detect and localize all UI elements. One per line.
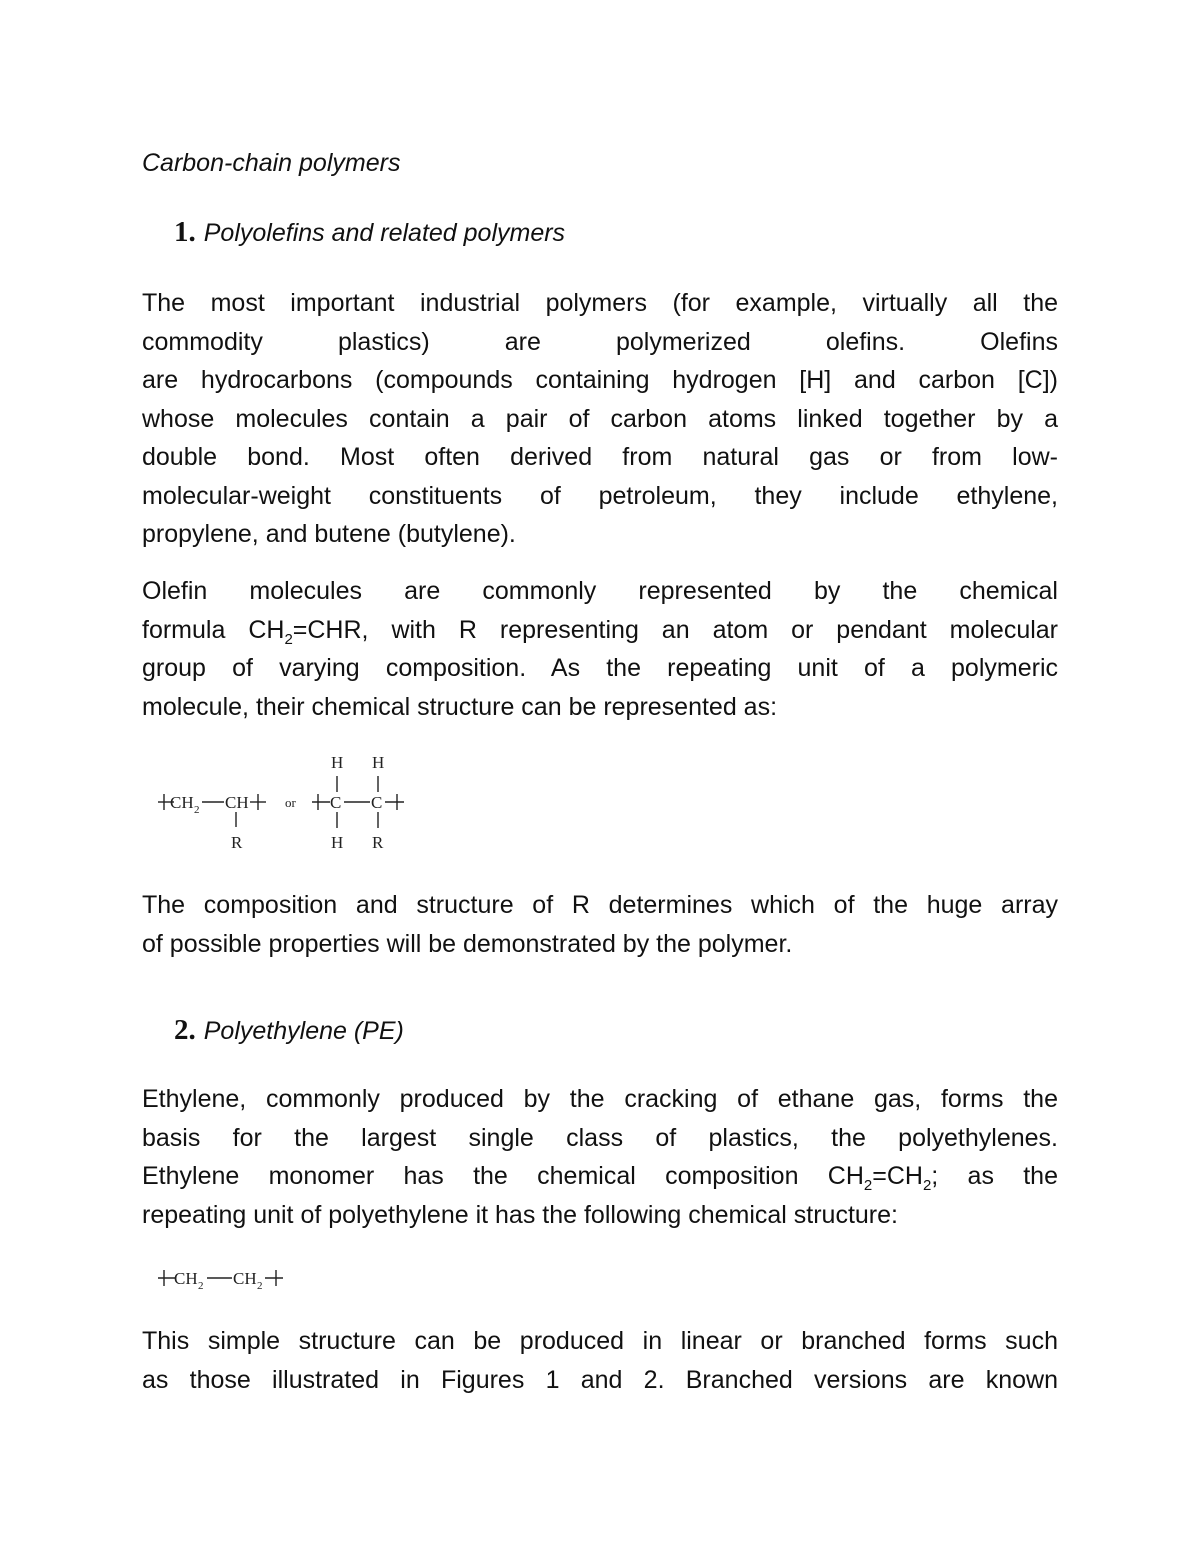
subscript: 2 (922, 1177, 932, 1194)
text-line: of possible properties will be demonstrated by the polymer. (142, 929, 793, 958)
text-fragment: ; as the (931, 1162, 1058, 1190)
formula-text: CH (174, 1269, 198, 1288)
formula-text: CH (170, 793, 194, 812)
section-title: Polyethylene (PE) (203, 1017, 404, 1045)
formula-text: H (331, 833, 344, 852)
text-line: The composition and structure of R determines which of the huge array (142, 891, 1058, 919)
text-fragment: Ethylene monomer has the chemical composition CH (142, 1162, 864, 1190)
text-fragment: Olefins (980, 327, 1058, 356)
paragraph-olefins-intro (142, 284, 1058, 554)
formula-subscript: 2 (257, 1280, 263, 1292)
text-line: molecule, their chemical structure can be represented as: (142, 692, 778, 721)
text-fragment: =CHR, with R representing an atom or pendant molecular (292, 615, 1059, 644)
text-fragment: are (504, 327, 541, 356)
formula-text: CH (233, 1269, 257, 1288)
structural-formula-diagram (152, 752, 442, 862)
text-line (142, 611, 1058, 650)
text-line: Olefin molecules are commonly represented by the chemical (142, 577, 1058, 605)
text-line (142, 1157, 1058, 1196)
text-line: This simple structure can be produced in linear or branched forms such (142, 1327, 1058, 1355)
text-line: repeating unit of polyethylene it has the following chemical structure: (142, 1200, 898, 1229)
paragraph-r-composition (142, 886, 1058, 963)
formula-text: or (285, 795, 296, 810)
formula-text: C (330, 793, 342, 812)
text-line (142, 323, 1058, 362)
formula-subscript: 2 (198, 1280, 204, 1292)
text-line: group of varying composition. As the repeating unit of a polymeric (142, 654, 1058, 682)
text-line: whose molecules contain a pair of carbon atoms linked together by a (142, 404, 1058, 433)
text-fragment: formula CH (142, 615, 285, 644)
text-fragment: plastics) (337, 327, 430, 356)
text-fragment: polymerized olefins. (615, 327, 906, 356)
formula-text: R (372, 833, 384, 852)
formula-text: H (372, 753, 385, 772)
text-fragment: =CH (872, 1162, 923, 1190)
section-title: Polyolefins and related polymers (203, 219, 566, 247)
section-heading-2 (174, 1012, 404, 1049)
formula-text: R (231, 833, 243, 852)
formula-text: H (331, 753, 344, 772)
subscript: 2 (863, 1177, 873, 1194)
polyethylene-repeat-unit-structure (152, 1258, 322, 1303)
formula-text: C (371, 793, 383, 812)
paragraph-linear-branched (142, 1322, 1058, 1399)
section-number: 1. (174, 216, 196, 248)
text-fragment: commodity (142, 327, 263, 356)
text-line: The most important industrial polymers (for example, virtually all the (142, 289, 1058, 317)
text-line: propylene, and butene (butylene). (142, 520, 516, 548)
text-line: Ethylene, commonly produced by the cracking of ethane gas, forms the (142, 1085, 1058, 1113)
text-line: as those illustrated in Figures 1 and 2. Branched versions are known (142, 1365, 1058, 1394)
section-heading-1 (174, 214, 565, 251)
document-title: Carbon-chain polymers (142, 149, 401, 177)
structural-formula-diagram (152, 1258, 322, 1298)
text-line: basis for the largest single class of plastics, the polyethylenes. (142, 1123, 1058, 1152)
text-line: are hydrocarbons (compounds containing hydrogen [H] and carbon [C]) (142, 366, 1058, 394)
text-line: molecular-weight constituents of petroleum, they include ethylene, (142, 481, 1058, 510)
formula-text: CH (225, 793, 249, 812)
paragraph-olefin-formula (142, 572, 1058, 726)
subscript: 2 (284, 630, 293, 648)
paragraph-polyethylene (142, 1080, 1058, 1234)
text-line: double bond. Most often derived from natural gas or from low- (142, 443, 1058, 471)
section-number: 2. (174, 1014, 196, 1046)
formula-subscript: 2 (194, 804, 200, 816)
olefin-repeat-unit-structure (152, 752, 442, 867)
